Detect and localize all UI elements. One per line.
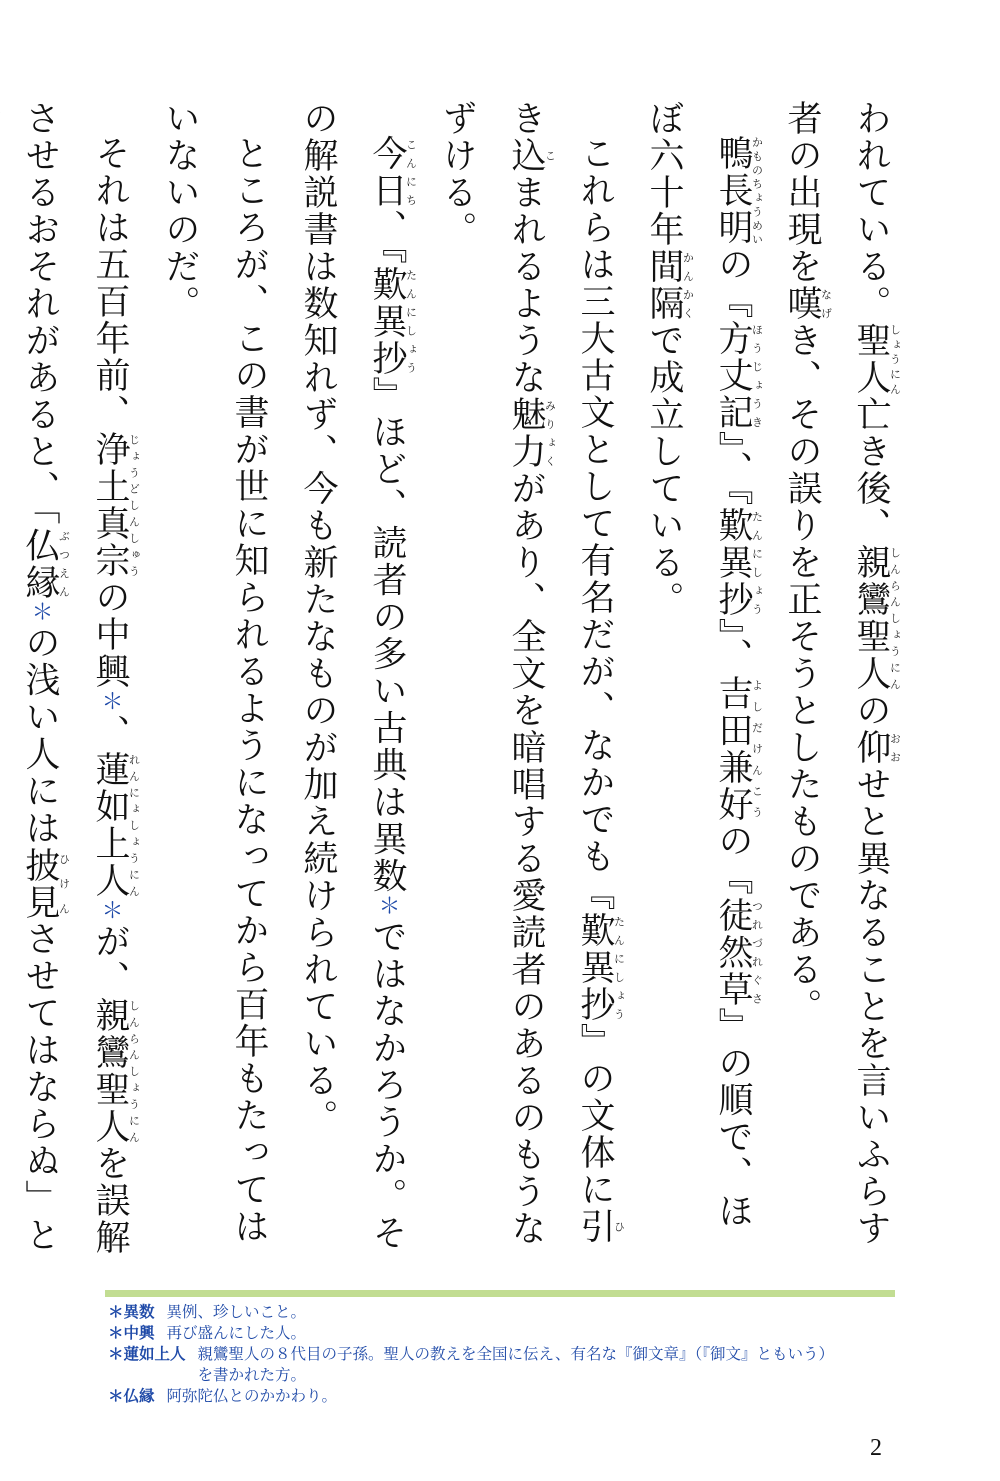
footnote-marker-icon: ＊ — [98, 899, 123, 923]
ruby-word: 聖人しょうにん — [851, 322, 902, 396]
text-run: が、 — [90, 923, 130, 997]
ruby-word: 徒然草つれづれぐさ — [713, 896, 764, 1008]
text-run: それは五百年前、 — [90, 135, 130, 431]
main-text — [20, 100, 905, 1260]
footnote-definition: 異例、珍しいこと。 — [166, 1303, 307, 1321]
footnote-term: ＊中興 — [108, 1324, 155, 1342]
text-run: 』、 — [713, 618, 753, 675]
ruby-word: 魅力みりょく — [506, 396, 557, 470]
text-run: させてはならぬ」と — [20, 920, 60, 1254]
text-run: まれるような — [506, 174, 546, 396]
ruby-word: 歎異抄たんにしょう — [367, 265, 418, 377]
ruby-word: 披見ひけん — [20, 846, 71, 921]
paragraph-1 — [767, 100, 905, 1260]
ruby-word: 浄土真宗じょうどしんしゅう — [90, 431, 141, 579]
ruby-word: 仰おお — [851, 729, 902, 766]
ruby-word: 親鸞聖人しんらんしょうにん — [90, 997, 141, 1145]
ruby-word: 鴨長明かものちょうめい — [713, 135, 764, 246]
ruby-word: 方丈記ほうじょうき — [713, 320, 764, 431]
text-run: の浅い人には — [20, 624, 60, 847]
paragraph-5 — [145, 100, 283, 1260]
ruby-word: 蓮如上人れんにょしょうにん — [90, 751, 141, 899]
footnote-term: ＊蓮如上人 — [108, 1345, 186, 1363]
footnote-term: ＊異数 — [108, 1303, 155, 1321]
ruby-word: 込こ — [506, 137, 557, 174]
text-run: で成立している。 — [644, 322, 684, 618]
ruby-word: 引ひ — [575, 1208, 626, 1245]
paragraph-3 — [422, 100, 629, 1260]
footnotes — [108, 1302, 908, 1407]
ruby-word: 嘆なげ — [782, 285, 833, 322]
text-run: 』、『 — [713, 431, 753, 507]
ruby-word: 間隔かんかく — [644, 248, 695, 322]
text-run: き — [506, 100, 546, 137]
text-run: 、 — [90, 714, 130, 751]
paragraph-2 — [629, 100, 767, 1260]
footnote-item — [108, 1302, 908, 1323]
footnote-marker-icon: ＊ — [98, 690, 123, 714]
text-run: 』の順で、ほぼ六十年 — [644, 100, 753, 1230]
paragraph-6 — [0, 100, 145, 1260]
footnote-definition: 阿弥陀仏とのかかわり。 — [166, 1387, 338, 1405]
text-run: 』ほど、読者の多い古典は異数 — [367, 376, 407, 895]
footnote-term: ＊仏縁 — [108, 1387, 155, 1405]
ruby-word: 歎異抄たんにしょう — [713, 507, 764, 618]
text-run: の『 — [713, 246, 753, 320]
text-run: 』の文体に — [575, 1023, 615, 1208]
text-run: われている。 — [851, 100, 891, 322]
footnote-item — [108, 1323, 908, 1344]
text-run: ところが、この書が世に知られるようになってから百年もたってはいないのだ。 — [160, 100, 269, 1245]
text-run: の — [851, 692, 891, 729]
footnote-definition: 親鸞聖人の８代目の子孫。聖人の教えを全国に伝え、有名な『御文章』（『御文』ともいう）を書かれた方。 — [197, 1345, 834, 1384]
ruby-word: 歎異抄たんにしょう — [575, 912, 626, 1023]
footnote-definition: 再び盛んにした人。 — [166, 1324, 307, 1342]
footnote-marker-icon: ＊ — [28, 600, 53, 625]
text-run: の中興 — [90, 579, 130, 690]
footnote-item — [108, 1344, 908, 1386]
ruby-word: 今日こんにち — [367, 135, 418, 209]
text-run: があり、全文を暗唱する愛読者のあるのもうなずける。 — [437, 100, 546, 1247]
text-run: ではなかろうか。その解説書は数知れず、今も新たなものが加え続けられている。 — [298, 100, 407, 1252]
text-run: の『 — [713, 822, 753, 897]
ruby-word: 仏縁ぶつえん — [20, 526, 71, 601]
text-run: を誤解させるおそれがあると、「 — [20, 100, 130, 1256]
page-number: 2 — [870, 1435, 882, 1461]
text-run: これらは三大古文として有名だが、なかでも『 — [575, 135, 615, 912]
footnote-item — [108, 1386, 908, 1407]
text-run: 、『 — [367, 209, 407, 266]
footnote-marker-icon: ＊ — [375, 894, 400, 919]
text-run: 亡き後、 — [851, 396, 891, 544]
ruby-word: 親鸞聖人しんらんしょうにん — [851, 544, 902, 692]
footnote-divider — [105, 1290, 895, 1297]
ruby-word: 吉田兼好よしだけんこう — [713, 674, 764, 823]
paragraph-4 — [283, 100, 422, 1260]
text-run: せと異なることを言いふらす者の出現を — [782, 100, 891, 1247]
text-run: き、その誤りを正そうとしたものである。 — [782, 322, 822, 1025]
